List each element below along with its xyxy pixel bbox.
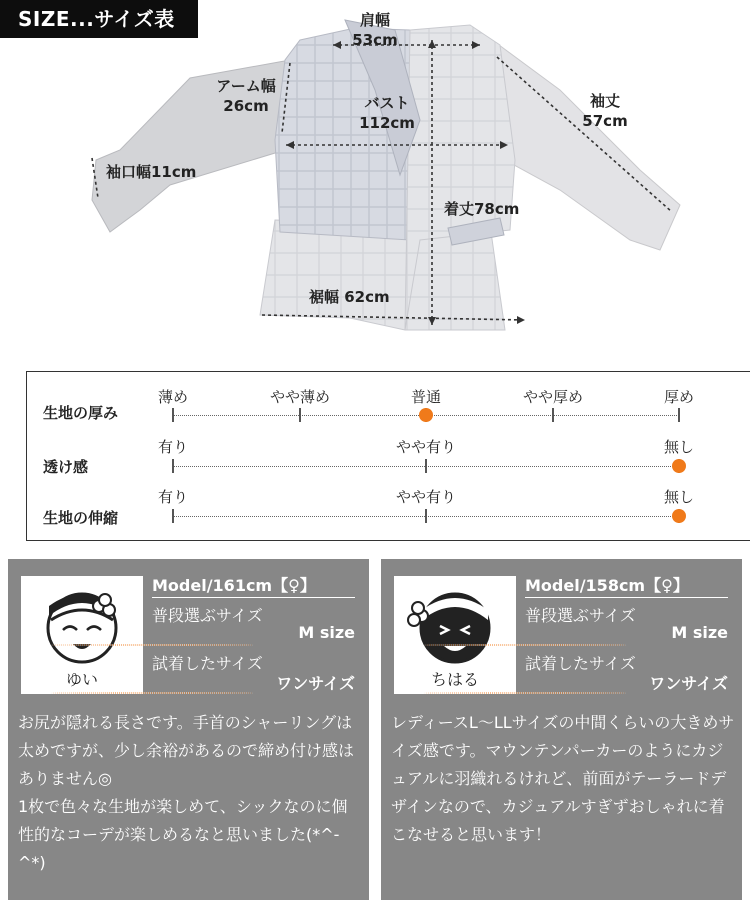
model-title: Model/161cm【♀】	[152, 576, 316, 595]
avatar	[21, 576, 143, 694]
stretch-tick-label: 有り	[157, 488, 189, 506]
divider	[525, 597, 728, 598]
transparency-selected-dot	[672, 459, 686, 473]
length-measure: 着丈78cm	[444, 200, 520, 218]
shoulder-width-measure: 肩幅 53cm	[352, 11, 398, 49]
tried-size-label: 試着したサイズ	[152, 654, 263, 673]
jacket-illustration	[0, 0, 750, 365]
transparency-label: 透け感	[43, 458, 89, 476]
scale-tick	[678, 408, 680, 422]
smiling-face-icon	[21, 576, 143, 676]
model-name: ちはる	[430, 670, 479, 689]
scale-tick	[299, 408, 301, 422]
transparency-tick-label: やや有り	[395, 438, 457, 456]
stretch-tick-label: 無し	[663, 488, 695, 506]
divider	[424, 693, 627, 694]
thickness-tick-label: やや薄め	[269, 388, 331, 406]
arm-width-measure: アーム幅 26cm	[216, 77, 276, 115]
stretch-tick-label: やや有り	[395, 488, 457, 506]
scale-tick	[552, 408, 554, 422]
sunglasses-face-icon	[394, 576, 516, 676]
model-panel-yui	[8, 559, 369, 900]
transparency-tick-label: 無し	[663, 438, 695, 456]
usual-size-value: M size	[298, 623, 355, 642]
usual-size-label: 普段選ぶサイズ	[525, 606, 636, 625]
size-chart-title: SIZE...サイズ表	[0, 0, 198, 38]
model-panel-chiharu	[381, 559, 742, 900]
fabric-scale-box	[26, 371, 750, 541]
thickness-tick-label: 普通	[410, 388, 442, 406]
scale-tick	[425, 509, 427, 523]
hem-width-measure: 裾幅 62cm	[309, 288, 390, 306]
transparency-tick-label: 有り	[157, 438, 189, 456]
size-chart-area	[0, 0, 750, 365]
avatar	[394, 576, 516, 694]
scale-tick	[172, 408, 174, 422]
cuff-width-measure: 袖口幅11cm	[106, 163, 197, 181]
scale-tick	[172, 459, 174, 473]
tried-size-value: ワンサイズ	[276, 674, 355, 693]
divider	[152, 597, 355, 598]
scale-tick	[172, 509, 174, 523]
stretch-label: 生地の伸縮	[43, 509, 119, 527]
stretch-selected-dot	[672, 509, 686, 523]
usual-size-label: 普段選ぶサイズ	[152, 606, 263, 625]
bust-measure: バスト 112cm	[359, 94, 415, 132]
tried-size-label: 試着したサイズ	[525, 654, 636, 673]
usual-size-value: M size	[671, 623, 728, 642]
thickness-tick-label: やや厚め	[522, 388, 584, 406]
scale-tick	[425, 459, 427, 473]
model-title: Model/158cm【♀】	[525, 576, 689, 595]
model-name: ゆい	[65, 670, 98, 689]
thickness-tick-label: 薄め	[157, 388, 189, 406]
model-comment: お尻が隠れる長さです。手首のシャーリングは太めですが、少し余裕があるので締め付け感はありません◎ 1枚で色々な生地が楽しめて、シックなのに個性的なコーデが楽しめるなと思いました(*^-^*)	[18, 713, 355, 872]
divider	[51, 693, 254, 694]
sleeve-length-measure: 袖丈 57cm	[582, 92, 628, 130]
model-comment: レディースL〜LLサイズの中間くらいの大きめサイズ感です。マウンテンパーカーのようにカジュアルに羽織れるけれど、前面がテーラードデザインなので、カジュアルすぎずおしゃれに着こなせると思います！	[391, 713, 735, 844]
thickness-label: 生地の厚み	[43, 404, 119, 422]
tried-size-value: ワンサイズ	[649, 674, 728, 693]
thickness-tick-label: 厚め	[663, 388, 695, 406]
thickness-selected-dot	[419, 408, 433, 422]
divider	[424, 645, 627, 646]
divider	[51, 645, 254, 646]
